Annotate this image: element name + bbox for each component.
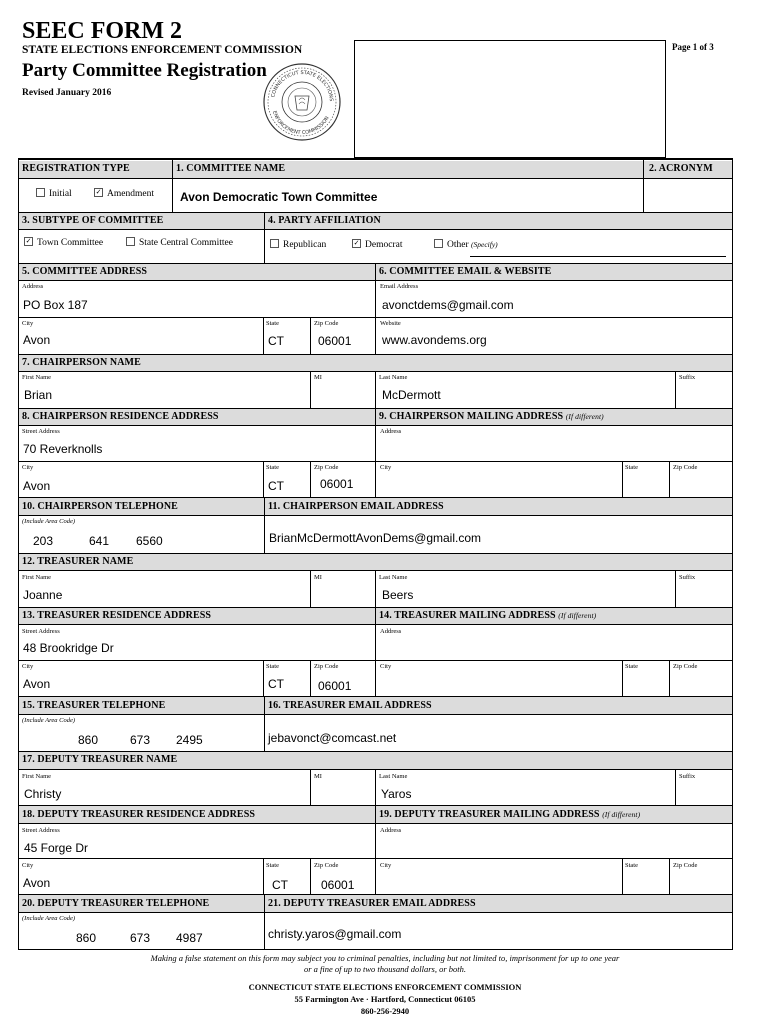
- seal-top-text: CONNECTICUT STATE ELECTIONS: [270, 69, 335, 102]
- deputy-phone-area-field[interactable]: 860: [76, 931, 97, 945]
- committee-address-field[interactable]: PO Box 187: [23, 298, 88, 312]
- footer-address: 55 Farmington Ave · Hartford, Connecticut 06105: [294, 994, 476, 1004]
- treasurer-suffix-sublabel: Suffix: [679, 574, 696, 581]
- republican-option[interactable]: Republican: [270, 240, 326, 250]
- deputy-mail-state-sublabel: State: [625, 862, 638, 869]
- agency-name: STATE ELECTIONS ENFORCEMENT COMMISSION: [22, 44, 303, 56]
- treasurer-state-field[interactable]: CT: [268, 677, 284, 691]
- deputy-state-sublabel: State: [266, 862, 279, 869]
- committee-city-field[interactable]: Avon: [23, 333, 51, 347]
- chair-zip-field[interactable]: 06001: [320, 477, 354, 491]
- other-option[interactable]: Other (Specify): [434, 240, 498, 250]
- form-title: SEEC FORM 2: [22, 18, 183, 44]
- deputy-zip-sublabel: Zip Code: [314, 862, 339, 869]
- specify-note: (Specify): [471, 240, 498, 249]
- chair-suffix-sublabel: Suffix: [679, 374, 696, 381]
- treasurer-city-field[interactable]: Avon: [23, 677, 51, 691]
- committee-state-field[interactable]: CT: [268, 334, 284, 348]
- chair-first-name-field[interactable]: Brian: [24, 388, 53, 402]
- treasurer-first-sublabel: First Name: [22, 574, 52, 581]
- deputy-state-field[interactable]: CT: [272, 878, 288, 892]
- treasurer-mail-state-sublabel: State: [625, 663, 638, 670]
- democrat-checkbox[interactable]: ✓: [353, 239, 360, 248]
- false-statement-warning-line-2: or a fine of up to two thousand dollars, or both.: [304, 964, 466, 974]
- committee-email-website-label: 6. COMMITTEE EMAIL & WEBSITE: [379, 266, 552, 277]
- chair-mail-state-sublabel: State: [625, 464, 638, 471]
- commission-seal-icon: [262, 62, 342, 142]
- deputy-mailing-label: 19. DEPUTY TREASURER MAILING ADDRESS (If different): [379, 809, 641, 820]
- chair-email-field[interactable]: BrianMcDermottAvonDems@gmail.com: [269, 531, 482, 545]
- treasurer-last-sublabel: Last Name: [379, 574, 408, 581]
- chair-zip-sublabel: Zip Code: [314, 464, 339, 471]
- chair-name-label: 7. CHAIRPERSON NAME: [22, 357, 141, 368]
- chair-phone-number-field[interactable]: 6560: [136, 534, 163, 548]
- treasurer-mi-sublabel: MI: [314, 574, 322, 581]
- deputy-suffix-sublabel: Suffix: [679, 773, 696, 780]
- deputy-area-code-note: (Include Area Code): [22, 915, 76, 922]
- republican-checkbox[interactable]: [270, 239, 279, 248]
- deputy-mail-zip-sublabel: Zip Code: [673, 862, 698, 869]
- deputy-residence-label: 18. DEPUTY TREASURER RESIDENCE ADDRESS: [22, 809, 256, 820]
- chair-telephone-label: 10. CHAIRPERSON TELEPHONE: [22, 501, 178, 512]
- deputy-city-field[interactable]: Avon: [23, 876, 51, 890]
- footer-agency: CONNECTICUT STATE ELECTIONS ENFORCEMENT COMMISSION: [248, 982, 522, 992]
- deputy-name-label: 17. DEPUTY TREASURER NAME: [22, 754, 178, 765]
- office-use-stamp-box: [354, 40, 666, 158]
- initial-option[interactable]: Initial: [36, 189, 72, 199]
- deputy-city-sublabel: City: [22, 862, 34, 869]
- amendment-checkbox[interactable]: ✓: [95, 188, 102, 197]
- chair-mail-zip-sublabel: Zip Code: [673, 464, 698, 471]
- treasurer-phone-area-field[interactable]: 860: [78, 733, 99, 747]
- chair-first-sublabel: First Name: [22, 374, 52, 381]
- deputy-last-sublabel: Last Name: [379, 773, 408, 780]
- treasurer-mail-address-sublabel: Address: [380, 628, 402, 635]
- committee-website-field[interactable]: www.avondems.org: [382, 333, 487, 347]
- treasurer-email-field[interactable]: jebavonct@comcast.net: [268, 731, 397, 745]
- chair-mail-address-sublabel: Address: [380, 428, 402, 435]
- form-subtitle: Party Committee Registration: [22, 60, 267, 81]
- deputy-mi-sublabel: MI: [314, 773, 322, 780]
- treasurer-mailing-label: 14. TREASURER MAILING ADDRESS (If different): [379, 610, 597, 621]
- state-sublabel: State: [266, 320, 279, 327]
- chair-mailing-label: 9. CHAIRPERSON MAILING ADDRESS (If different): [379, 411, 604, 422]
- deputy-mail-city-sublabel: City: [380, 862, 392, 869]
- city-sublabel: City: [22, 320, 34, 327]
- party-affiliation-label: 4. PARTY AFFILIATION: [268, 215, 381, 226]
- chair-mail-city-sublabel: City: [380, 464, 392, 471]
- deputy-email-label: 21. DEPUTY TREASURER EMAIL ADDRESS: [268, 898, 476, 909]
- treasurer-phone-prefix-field[interactable]: 673: [130, 733, 151, 747]
- treasurer-state-sublabel: State: [266, 663, 279, 670]
- website-sublabel: Website: [380, 320, 401, 327]
- chair-residence-label: 8. CHAIRPERSON RESIDENCE ADDRESS: [22, 411, 219, 422]
- treasurer-area-code-note: (Include Area Code): [22, 717, 76, 724]
- acronym-label: 2. ACRONYM: [649, 163, 713, 174]
- committee-email-field[interactable]: avonctdems@gmail.com: [382, 298, 514, 312]
- committee-name-label: 1. COMMITTEE NAME: [176, 163, 286, 174]
- chair-city-sublabel: City: [22, 464, 34, 471]
- revision-date: Revised January 2016: [22, 88, 112, 98]
- email-sublabel: Email Address: [380, 283, 419, 290]
- state-central-option[interactable]: State Central Committee: [126, 238, 233, 248]
- treasurer-phone-number-field[interactable]: 2495: [176, 733, 203, 747]
- town-committee-option[interactable]: ✓ Town Committee: [25, 237, 104, 248]
- committee-address-label: 5. COMMITTEE ADDRESS: [22, 266, 148, 277]
- chair-phone-area-field[interactable]: 203: [33, 534, 54, 548]
- deputy-mail-address-sublabel: Address: [380, 827, 402, 834]
- deputy-telephone-label: 20. DEPUTY TREASURER TELEPHONE: [22, 898, 210, 909]
- chair-state-field[interactable]: CT: [268, 479, 284, 493]
- treasurer-zip-field[interactable]: 06001: [318, 679, 352, 693]
- treasurer-last-name-field[interactable]: Beers: [382, 588, 414, 602]
- treasurer-mail-zip-sublabel: Zip Code: [673, 663, 698, 670]
- acronym-field[interactable]: [644, 179, 732, 212]
- deputy-zip-field[interactable]: 06001: [321, 878, 355, 892]
- amendment-option[interactable]: ✓ Amendment: [95, 188, 154, 199]
- chair-street-field[interactable]: 70 Reverknolls: [23, 442, 103, 456]
- registration-type-label: REGISTRATION TYPE: [22, 163, 130, 174]
- committee-zip-field[interactable]: 06001: [318, 334, 352, 348]
- seal-bottom-text: ENFORCEMENT COMMISSION: [270, 110, 331, 137]
- committee-name-field[interactable]: Avon Democratic Town Committee: [180, 190, 378, 204]
- page-number: Page 1 of 3: [672, 42, 714, 52]
- footer-phone: 860-256-2940: [360, 1006, 410, 1016]
- false-statement-warning-line-1: Making a false statement on this form may subject you to criminal penalties, including but not limited to, imprisonment for up to one year: [150, 953, 620, 963]
- treasurer-zip-sublabel: Zip Code: [314, 663, 339, 670]
- treasurer-residence-label: 13. TREASURER RESIDENCE ADDRESS: [22, 610, 212, 621]
- treasurer-street-sublabel: Street Address: [22, 628, 60, 635]
- other-checkbox[interactable]: [434, 239, 443, 248]
- town-committee-checkbox[interactable]: ✓: [25, 237, 32, 246]
- democrat-option[interactable]: ✓ Democrat: [353, 239, 403, 250]
- deputy-phone-number-field[interactable]: 4987: [176, 931, 203, 945]
- deputy-first-sublabel: First Name: [22, 773, 52, 780]
- address-sublabel: Address: [22, 283, 44, 290]
- treasurer-city-sublabel: City: [22, 663, 34, 670]
- deputy-email-field[interactable]: christy.yaros@gmail.com: [268, 927, 402, 941]
- zip-sublabel: Zip Code: [314, 320, 339, 327]
- deputy-phone-prefix-field[interactable]: 673: [130, 931, 151, 945]
- initial-checkbox[interactable]: [36, 188, 45, 197]
- state-central-checkbox[interactable]: [126, 237, 135, 246]
- chair-phone-prefix-field[interactable]: 641: [89, 534, 110, 548]
- chair-last-sublabel: Last Name: [379, 374, 408, 381]
- deputy-street-field[interactable]: 45 Forge Dr: [24, 841, 89, 855]
- treasurer-mail-city-sublabel: City: [380, 663, 392, 670]
- chair-last-name-field[interactable]: McDermott: [382, 388, 441, 402]
- treasurer-name-label: 12. TREASURER NAME: [22, 556, 134, 567]
- deputy-first-name-field[interactable]: Christy: [24, 787, 62, 801]
- chair-street-sublabel: Street Address: [22, 428, 60, 435]
- treasurer-first-name-field[interactable]: Joanne: [23, 588, 63, 602]
- treasurer-email-label: 16. TREASURER EMAIL ADDRESS: [268, 700, 432, 711]
- treasurer-telephone-label: 15. TREASURER TELEPHONE: [22, 700, 166, 711]
- treasurer-street-field[interactable]: 48 Brookridge Dr: [23, 641, 114, 655]
- chair-state-sublabel: State: [266, 464, 279, 471]
- chair-email-label: 11. CHAIRPERSON EMAIL ADDRESS: [268, 501, 444, 512]
- chair-city-field[interactable]: Avon: [23, 479, 51, 493]
- deputy-street-sublabel: Street Address: [22, 827, 60, 834]
- chair-mi-sublabel: MI: [314, 374, 322, 381]
- chair-area-code-note: (Include Area Code): [22, 518, 76, 525]
- subtype-label: 3. SUBTYPE OF COMMITTEE: [22, 215, 164, 226]
- deputy-last-name-field[interactable]: Yaros: [381, 787, 412, 801]
